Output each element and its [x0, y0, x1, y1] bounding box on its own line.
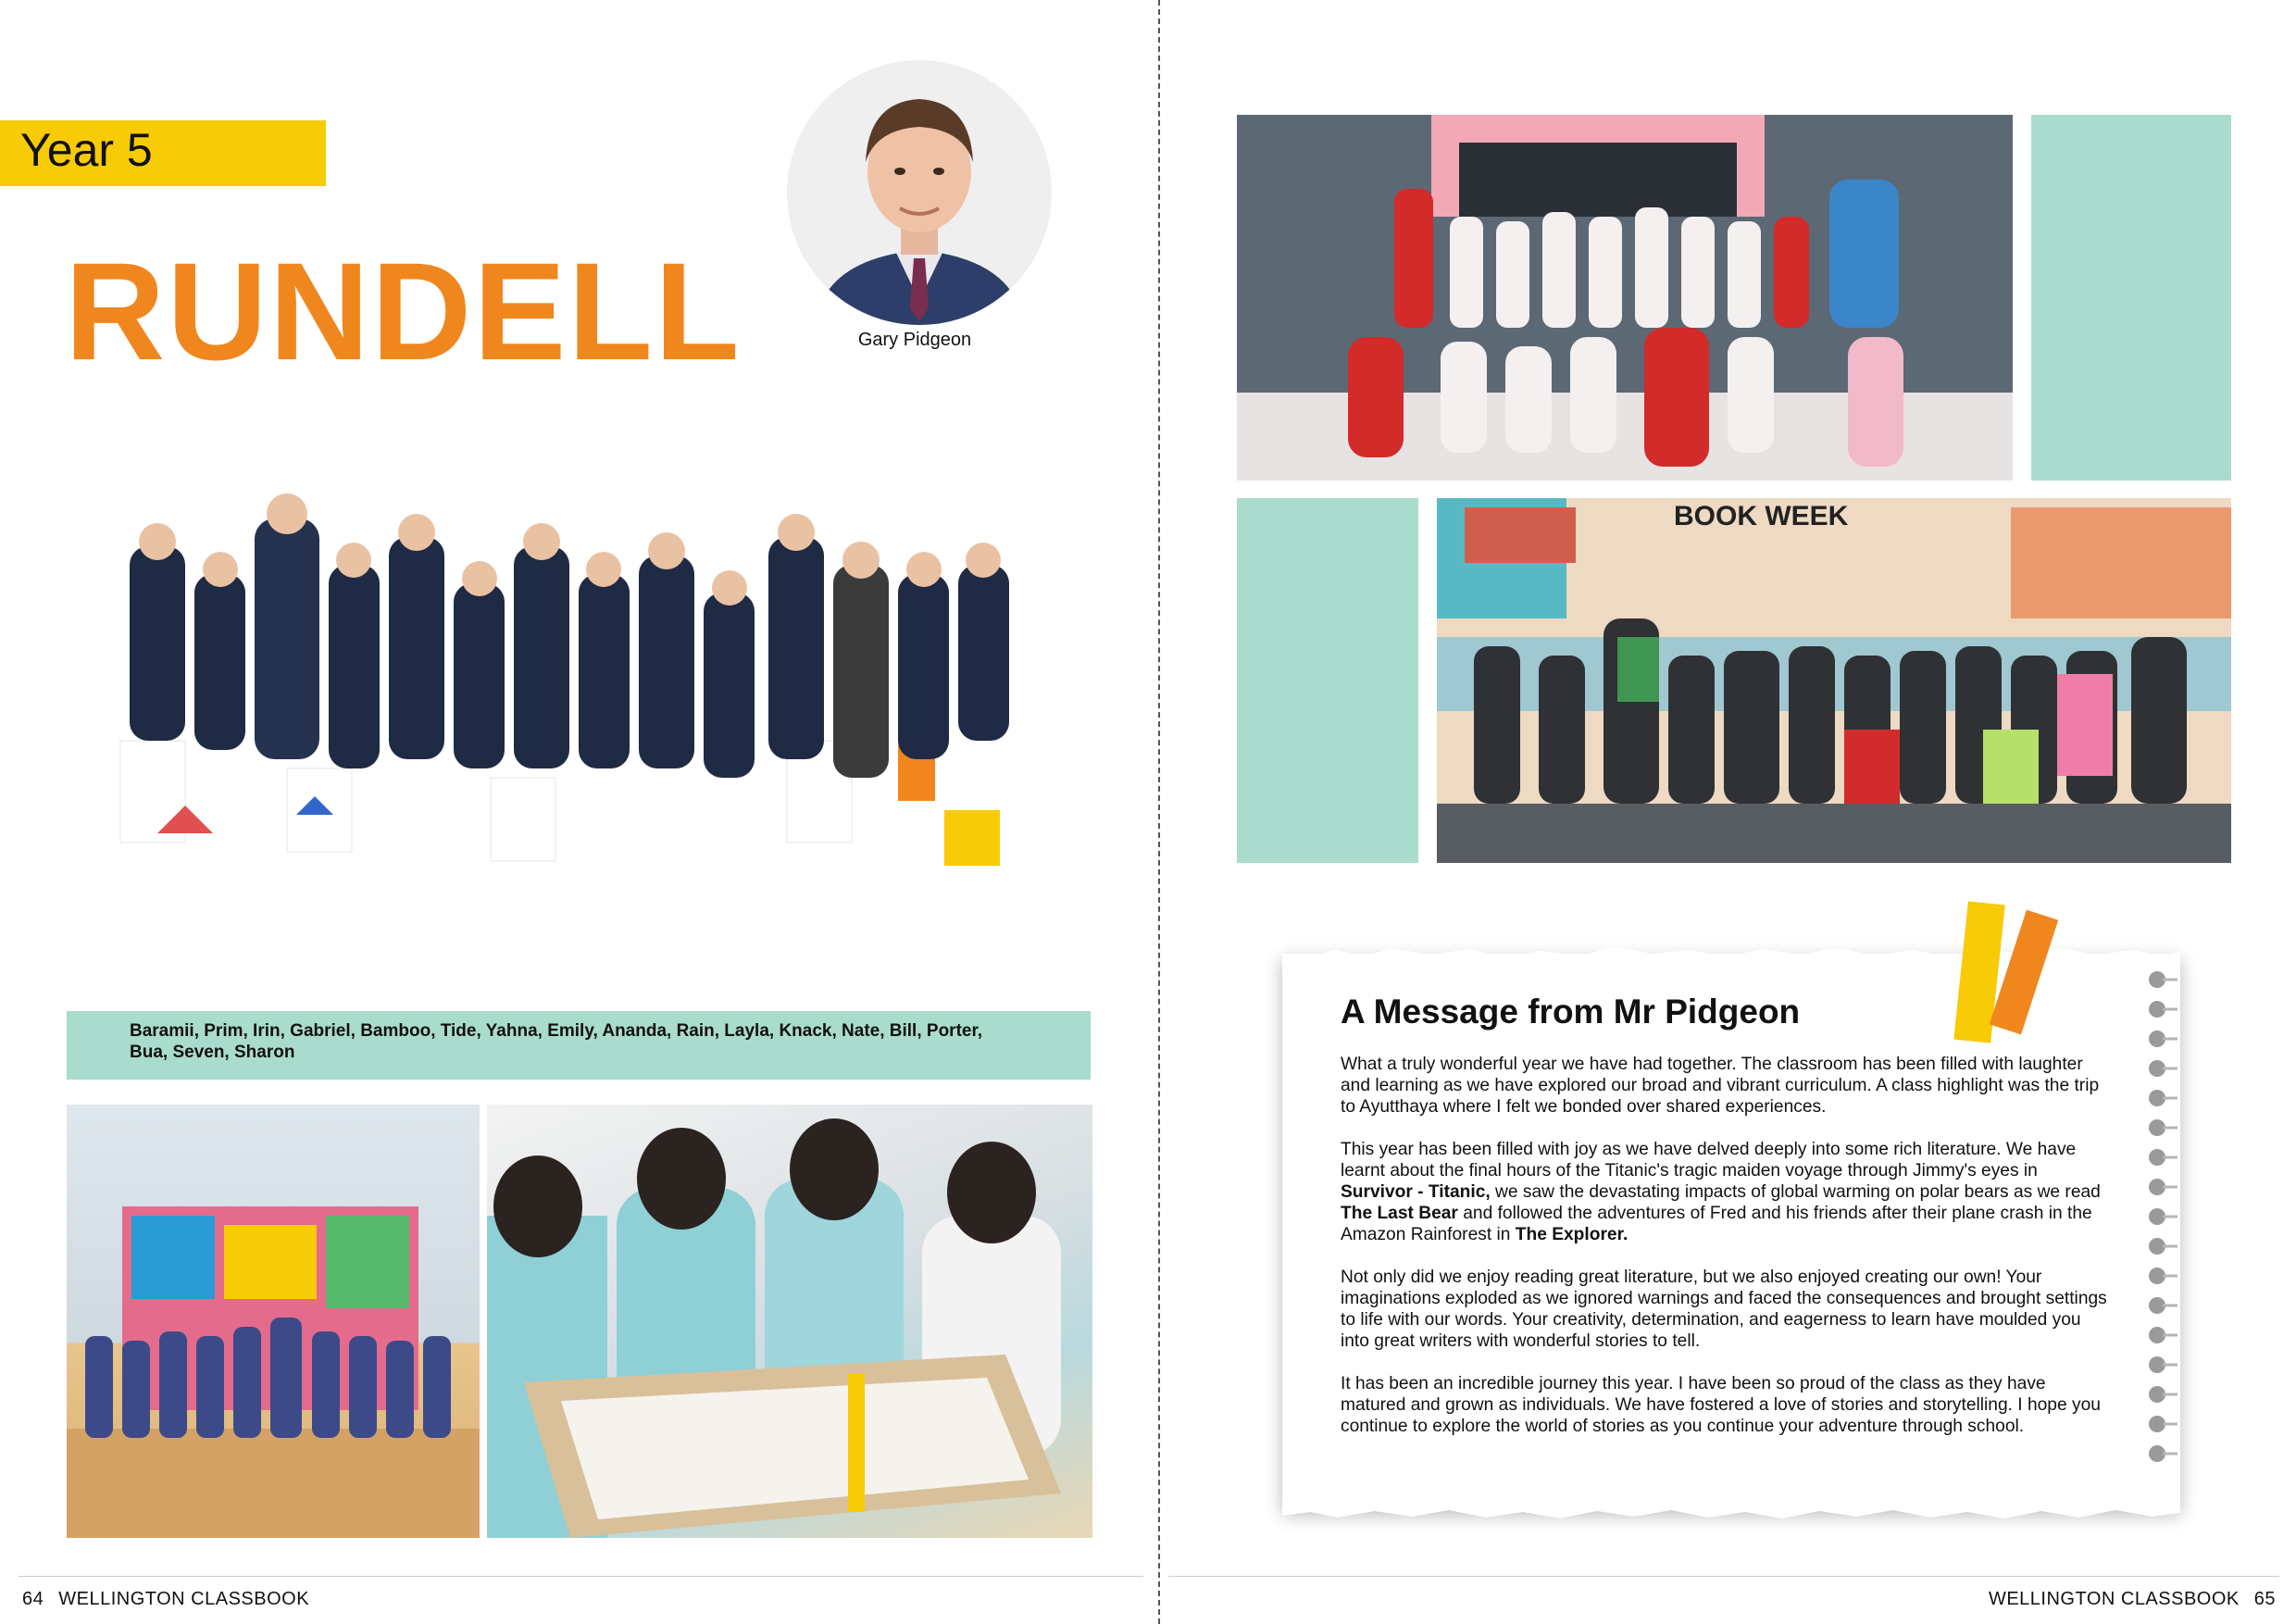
- cultural-dress-photo: [1237, 115, 2013, 481]
- notebook-spiral-rings: [2144, 970, 2181, 1480]
- message-paragraph-1: What a truly wonderful year we have had together. The classroom has been filled with laughter and learning as we have explored our broad and vibrant curriculum. A class highlight was the trip to Ayutthaya where I felt we bonded over shared experiences.: [1341, 1055, 2100, 1117]
- teacher-portrait: [787, 60, 1052, 325]
- class-group-photo: [65, 435, 1092, 963]
- class-activity-photo-hawaiian-shirts: [67, 1105, 480, 1538]
- year-label: Year 5: [20, 124, 153, 176]
- footer-rule-left: [19, 1576, 1143, 1577]
- message-paragraph-4: It has been an incredible journey this year. I have been so proud of the class as they have matured and grown as individuals. We have fostered a love of stories and storytelling. I hope you continue to explore the world of stories as you continue your adventure through school.: [1341, 1374, 2101, 1436]
- footer-rule-right: [1168, 1576, 2279, 1577]
- book-week-sign: BOOK WEEK: [1674, 501, 1849, 531]
- page-spine-divider: [1158, 0, 1160, 1624]
- message-paragraph-2-text-b: we saw the devastating impacts of global warming on polar bears as we read: [1490, 1182, 2101, 1202]
- message-body: [1341, 1054, 2109, 1458]
- class-name-heading: RUNDELL: [65, 233, 742, 389]
- message-paragraph-2-text-a: This year has been filled with joy as we have delved deeply into some rich literature. We have learnt about the final hours of the Titanic's tragic maiden voyage through Jimmy's eyes in: [1341, 1140, 2077, 1181]
- book-title-survivor-titanic: Survivor - Titanic,: [1341, 1182, 1491, 1202]
- teacher-name-caption: Gary Pidgeon: [857, 330, 972, 350]
- teal-decor-panel-top: [2031, 115, 2231, 481]
- page-number-right: 65: [2253, 1589, 2276, 1609]
- page-number-left: 64: [22, 1589, 44, 1609]
- footer-right: [1989, 1589, 2279, 1610]
- message-paragraph-2-text-c: and followed the adventures of Fred and his friends after their plane crash in the Amazon Rainforest in: [1341, 1204, 2092, 1244]
- message-paragraph-3: Not only did we enjoy reading great literature, but we also enjoyed creating our own! Your imaginations exploded as we ignored warnings and faced the consequences and brought settings to life with our words. Your creativity, determination, and eagerness to learn have moulded you into great writers with wonderful stories to tell.: [1341, 1268, 2107, 1351]
- student-names-list: Baramii, Prim, Irin, Gabriel, Bamboo, Tide, Yahna, Emily, Ananda, Rain, Layla, Knack, Nate, Bill, Porter, Bua, Seven, Sharon: [130, 1021, 983, 1062]
- torn-paper-bottom-edge: [1282, 1502, 2180, 1522]
- book-title-the-explorer: The Explorer.: [1515, 1225, 1628, 1244]
- footer-left: [13, 1589, 309, 1610]
- publication-name-right: WELLINGTON CLASSBOOK: [1988, 1589, 2240, 1609]
- message-title: A Message from Mr Pidgeon: [1341, 993, 1801, 1031]
- teal-decor-panel-middle: [1237, 498, 1418, 863]
- publication-name-left: WELLINGTON CLASSBOOK: [58, 1589, 310, 1609]
- class-activity-photo-project: [487, 1105, 1092, 1538]
- book-title-the-last-bear: The Last Bear: [1341, 1204, 1458, 1223]
- book-week-photo: [1437, 498, 2231, 863]
- message-paragraph-2: [1341, 1139, 2109, 1245]
